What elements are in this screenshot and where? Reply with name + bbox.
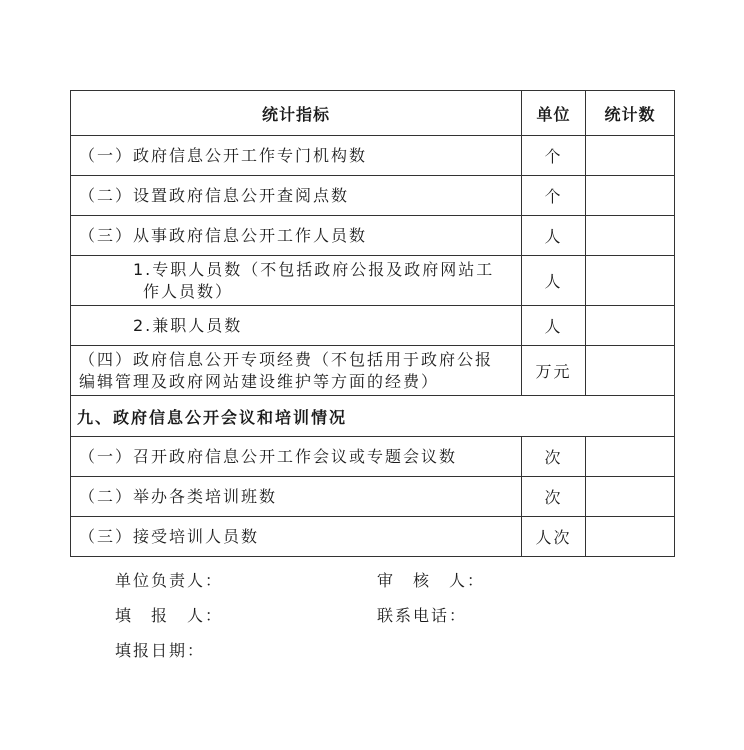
row-indicator: （三）接受培训人员数 <box>71 517 522 557</box>
table-row <box>71 136 675 176</box>
table-row <box>71 517 675 557</box>
row-value-cell[interactable] <box>586 176 675 216</box>
table-row <box>71 306 675 346</box>
row-value-cell[interactable] <box>586 216 675 256</box>
row-unit: 个 <box>522 136 586 176</box>
footer-row <box>115 597 675 632</box>
header-unit: 单位 <box>522 91 586 136</box>
row-indicator-line1: 1.专职人员数（不包括政府公报及政府网站工 <box>133 259 495 279</box>
footer-row <box>115 632 675 667</box>
row-unit: 次 <box>522 437 586 477</box>
date-label: 填报日期： <box>115 641 206 660</box>
footer-row <box>115 562 675 597</box>
row-value-cell[interactable] <box>586 517 675 557</box>
row-indicator-line2: 作人员数） <box>143 281 234 301</box>
row-unit: 个 <box>522 176 586 216</box>
row-indicator: 2.兼职人员数 <box>71 306 522 346</box>
table-row <box>71 346 675 396</box>
row-value-cell[interactable] <box>586 477 675 517</box>
table-row <box>71 216 675 256</box>
reviewer-label: 审 核 人： <box>377 571 486 590</box>
row-unit: 次 <box>522 477 586 517</box>
filler-label: 填 报 人： <box>115 606 224 625</box>
row-unit: 人 <box>522 256 586 306</box>
signature-footer <box>115 562 675 667</box>
row-indicator: （一）政府信息公开工作专门机构数 <box>71 136 522 176</box>
unit-head-label: 单位负责人： <box>115 571 224 590</box>
row-indicator <box>71 256 522 306</box>
table-row <box>71 437 675 477</box>
row-value-cell[interactable] <box>586 346 675 396</box>
row-indicator: （三）从事政府信息公开工作人员数 <box>71 216 522 256</box>
header-value: 统计数 <box>586 91 675 136</box>
row-unit: 人 <box>522 306 586 346</box>
table-row <box>71 176 675 216</box>
row-indicator: （二）举办各类培训班数 <box>71 477 522 517</box>
table-row <box>71 256 675 306</box>
section-title-row <box>71 396 675 437</box>
table-header-row <box>71 91 675 136</box>
row-indicator: （一）召开政府信息公开工作会议或专题会议数 <box>71 437 522 477</box>
row-unit: 人 <box>522 216 586 256</box>
table-row <box>71 477 675 517</box>
header-indicator: 统计指标 <box>71 91 522 136</box>
row-indicator-line2: 编辑管理及政府网站建设维护等方面的经费） <box>79 371 440 391</box>
row-indicator <box>71 346 522 396</box>
row-value-cell[interactable] <box>586 437 675 477</box>
row-indicator-line1: （四）政府信息公开专项经费（不包括用于政府公报 <box>79 349 494 369</box>
row-unit: 人次 <box>522 517 586 557</box>
row-value-cell[interactable] <box>586 256 675 306</box>
phone-label: 联系电话： <box>377 606 468 625</box>
row-indicator: （二）设置政府信息公开查阅点数 <box>71 176 522 216</box>
row-value-cell[interactable] <box>586 306 675 346</box>
statistics-table <box>70 90 675 557</box>
row-value-cell[interactable] <box>586 136 675 176</box>
row-unit: 万元 <box>522 346 586 396</box>
section-title: 九、政府信息公开会议和培训情况 <box>71 396 675 437</box>
